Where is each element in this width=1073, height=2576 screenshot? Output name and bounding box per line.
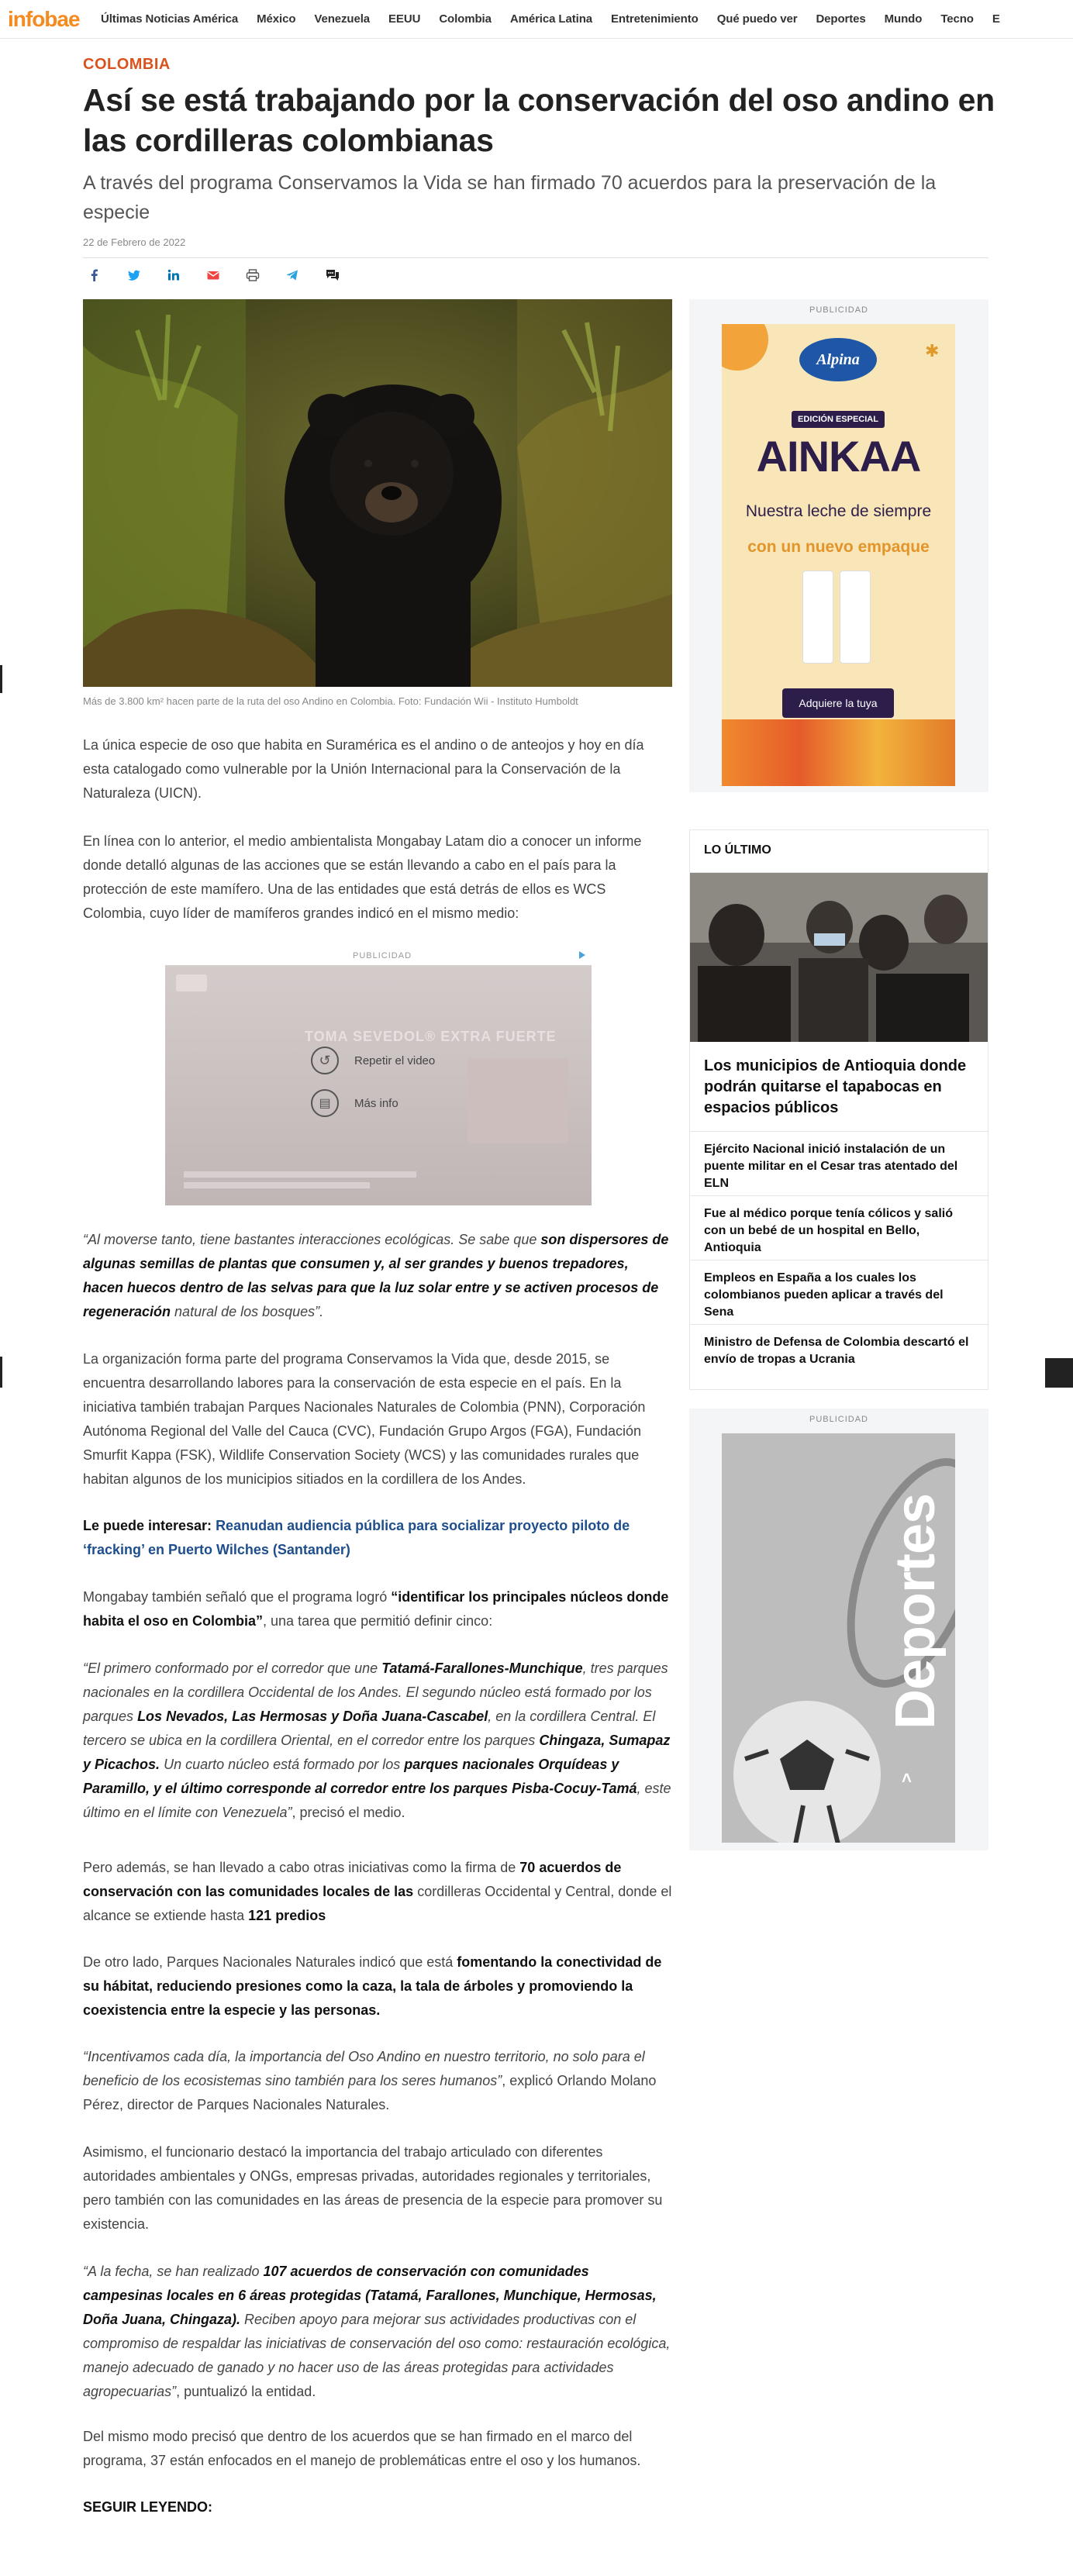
latest-news-item[interactable]: Fue al médico porque tenía cólicos y salió con un bebé de un hospital en Bello, Antioquia xyxy=(690,1196,988,1260)
sports-ad-text-wrap xyxy=(885,1472,947,1751)
nav-menu xyxy=(101,12,1019,26)
milk-carton-image xyxy=(802,571,833,664)
quote-emphasis: 107 acuerdos de conservación con comunidades campesinas locales en 6 áreas protegidas (Tatamá, Farallones, Munchique, Hermosas, Doña Juana, Chingaza). xyxy=(83,2264,657,2327)
scroll-marker xyxy=(0,665,2,693)
buy-now-button[interactable]: Adquiere la tuya xyxy=(782,688,894,718)
quote-text: “El primero conformado por el corredor que une xyxy=(83,1660,382,1676)
text: Mongabay también señaló que el programa logró xyxy=(83,1589,392,1605)
paragraph xyxy=(83,2045,672,2117)
related-label: Le puede interesar: xyxy=(83,1518,216,1533)
twitter-icon[interactable] xyxy=(127,268,141,282)
latest-news-widget xyxy=(689,829,988,1390)
latest-news-image[interactable] xyxy=(690,873,988,1042)
emphasis: fomentando la conectividad de su hábitat, reduciendo presiones como la caza, la tala de árboles y promoviendo la coexistencia entre la especie y las personas. xyxy=(83,1954,662,2018)
quote-text: , en la cordillera Central. El tercero se ubica en la cordillera Oriental, en el corredor entre los parques xyxy=(83,1709,656,1748)
sun-shape xyxy=(722,324,768,371)
ad-product-image xyxy=(467,1058,568,1143)
nav-item-deportes[interactable]: Deportes xyxy=(816,12,866,26)
paragraph: Del mismo modo precisó que dentro de los acuerdos que se han firmado en el marco del programa, 37 están enfocados en el manejo de problemáticas entre el oso y los humanos. xyxy=(83,2429,641,2468)
quote-text: Reciben apoyo para mejorar sus actividades productivas con el compromiso de respaldar las iniciativas de conservación del oso como: restauración ecológica, manejo adecuado de ganado y no hacer uso de las áreas protegidas para actividades agropecuarias” xyxy=(83,2312,671,2399)
alpina-ad[interactable] xyxy=(722,324,955,786)
ad-fine-print xyxy=(184,1171,416,1178)
nav-item-ultimas-noticias[interactable]: Últimas Noticias América xyxy=(101,12,239,26)
nav-item-tecno[interactable]: Tecno xyxy=(940,12,974,26)
replay-label: Repetir el video xyxy=(354,1054,436,1067)
ad-tagline: Nuestra leche de siempre xyxy=(745,502,932,520)
adchoices-icon[interactable] xyxy=(578,950,587,959)
quote-paragraph xyxy=(83,2260,672,2404)
quote-text: Un cuarto núcleo está formado por los xyxy=(160,1757,405,1772)
nav-item-more[interactable]: E xyxy=(992,12,1000,26)
paragraph xyxy=(83,1585,672,1633)
latest-news-item[interactable]: Ministro de Defensa de Colombia descartó el envío de tropas a Ucrania xyxy=(704,1336,969,1366)
latest-news-headline[interactable]: Los municipios de Antioquia donde podrán quitarse el tapabocas en espacios públicos xyxy=(690,1042,988,1132)
more-info-button[interactable] xyxy=(311,1089,398,1117)
ad-label: PUBLICIDAD xyxy=(353,951,412,960)
chevron-up-icon: ˄ xyxy=(902,1768,912,1788)
product-name: AINKAA xyxy=(756,432,921,481)
scroll-marker xyxy=(0,1357,2,1388)
ad-tagline-accent: con un nuevo empaque xyxy=(747,538,930,556)
latest-news-item[interactable]: Ejército Nacional inició instalación de un puente militar en el Cesar tras atentado del ELN xyxy=(690,1132,988,1196)
article-title: Así se está trabajando por la conservación del oso andino en las cordilleras colombianas xyxy=(83,82,995,158)
widget-title: LO ÚLTIMO xyxy=(690,830,988,873)
sports-ad-text: Deportes xyxy=(885,1493,947,1730)
video-ad[interactable] xyxy=(165,965,592,1205)
nav-item-colombia[interactable]: Colombia xyxy=(439,12,492,26)
quote-text: “A la fecha, se han realizado xyxy=(83,2264,264,2279)
paragraph xyxy=(83,1856,672,1928)
print-icon[interactable] xyxy=(246,268,260,282)
quote-emphasis: Chingaza, Sumapaz y Picachos. xyxy=(83,1733,671,1772)
image-caption: Más de 3.800 km² hacen parte de la ruta del oso Andino en Colombia. Foto: Fundación Wii - Instituto Humboldt xyxy=(83,695,578,707)
share-bar xyxy=(88,268,339,282)
linkedin-icon[interactable] xyxy=(167,268,181,282)
quote-paragraph xyxy=(83,1657,672,1825)
nav-item-que-puedo-ver[interactable]: Qué puedo ver xyxy=(716,12,798,26)
emphasis: 121 predios xyxy=(248,1908,326,1923)
read-more-heading: SEGUIR LEYENDO: xyxy=(83,2499,213,2515)
text: , una tarea que permitió definir cinco: xyxy=(263,1613,493,1629)
nav-item-eeuu[interactable]: EEUU xyxy=(388,12,421,26)
text: De otro lado, Parques Nacionales Naturales indicó que está xyxy=(83,1954,457,1970)
comments-icon[interactable] xyxy=(325,268,339,282)
ad-decorative-pattern xyxy=(722,719,955,786)
ad-fine-print xyxy=(184,1182,370,1188)
email-icon[interactable] xyxy=(206,268,220,282)
paragraph: Asimismo, el funcionario destacó la importancia del trabajo articulado con diferentes autoridades ambientales y ONGs, empresas privadas, autoridades regionales y territoriales, pero también con las comunidades en las áreas de presencia de la especie para promover su existencia. xyxy=(83,2144,663,2232)
article-header xyxy=(83,39,995,248)
text: , puntualizó la entidad. xyxy=(176,2384,316,2399)
replay-video-button[interactable] xyxy=(311,1047,435,1074)
paragraph xyxy=(83,1950,672,2023)
quote-emphasis: Los Nevados, Las Hermosas y Doña Juana-Cascabel xyxy=(137,1709,488,1724)
paragraph: La única especie de oso que habita en Suramérica es el andino o de anteojos y hoy en día esta catalogado como vulnerable por la Unión Internacional para la Conservación de la Naturaleza (UICN). xyxy=(83,737,644,801)
telegram-icon[interactable] xyxy=(285,268,299,282)
hero-image[interactable] xyxy=(83,299,672,687)
sidebar-ad xyxy=(689,299,988,792)
emphasis: 70 acuerdos de conservación con las comunidades locales de las xyxy=(83,1860,622,1899)
star-icon: ✱ xyxy=(925,341,940,360)
ad-label: PUBLICIDAD xyxy=(809,305,869,315)
replay-icon: ↺ xyxy=(311,1047,339,1074)
text: , explicó Orlando Molano Pérez, director de Parques Nacionales Naturales. xyxy=(83,2073,657,2112)
sidebar-ad xyxy=(689,1409,988,1850)
ad-brand-logo xyxy=(176,974,207,991)
text: , precisó el medio. xyxy=(292,1805,405,1820)
quote-emphasis: Tatamá-Farallones-Munchique xyxy=(381,1660,583,1676)
nav-item-mexico[interactable]: México xyxy=(257,12,296,26)
quote-text: “Al moverse tanto, tiene bastantes interacciones ecológicas. Se sabe que xyxy=(83,1232,541,1247)
quote-text: natural de los bosques”. xyxy=(171,1304,324,1319)
paragraph: En línea con lo anterior, el medio ambientalista Mongabay Latam dio a conocer un informe donde detalló algunas de las acciones que se están llevando a cabo en el país para la protección de este mamífero. Una de las entidades que está detrás de ellos es WCS Colombia, cuyo líder de mamíferos grandes indicó en el mismo medio: xyxy=(83,833,642,921)
latest-news-item[interactable]: Empleos en España a los cuales los colombianos pueden aplicar a través del Sena xyxy=(690,1260,988,1325)
section-kicker[interactable]: COLOMBIA xyxy=(83,56,171,73)
text: Pero además, se han llevado a cabo otras iniciativas como la firma de xyxy=(83,1860,520,1875)
related-link-paragraph xyxy=(83,1514,672,1562)
nav-item-entretenimiento[interactable]: Entretenimiento xyxy=(611,12,699,26)
facebook-icon[interactable] xyxy=(88,268,102,282)
article-subtitle: A través del programa Conservamos la Vida se han firmado 70 acuerdos para la preservación de la especie xyxy=(83,172,937,223)
floating-widget-tab[interactable] xyxy=(1045,1358,1073,1388)
quote-text: , tres parques nacionales en la cordillera Occidental de los Andes. El segundo núcleo está formado por los parques xyxy=(83,1660,668,1724)
ad-banner-text: TOMA SEVEDOL® EXTRA FUERTE xyxy=(305,1029,557,1044)
divider xyxy=(83,257,988,258)
quote-text: “Incentivamos cada día, la importancia del Oso Andino en nuestro territorio, no solo para el beneficio de los ecosistemas sino también para los seres humanos” xyxy=(83,2049,645,2088)
more-info-label: Más info xyxy=(354,1096,398,1110)
nav-item-mundo[interactable]: Mundo xyxy=(884,12,923,26)
text: cordilleras Occidental y Central, donde el alcance se extiende hasta xyxy=(83,1884,672,1923)
paragraph: La organización forma parte del programa Conservamos la Vida que, desde 2015, se encuentra desarrollando labores para la conservación de esta especie en el país. En la iniciativa también trabajan Parques Nacionales Naturales de Colombia (PNN), Corporación Autónoma Regional del Valle del Cauca (CVC), Fundación Grupo Argos (FGA), Fundación Smurfit Kappa (FSK), Wildlife Conservation Society (WCS) y las comunidades rurales que habitan algunos de los municipios sitiados en la cordillera de los Andes. xyxy=(83,1351,646,1487)
edition-badge: EDICIÓN ESPECIAL xyxy=(792,411,885,428)
quote-text: , este último en el límite con Venezuela” xyxy=(83,1781,671,1820)
quote-emphasis: parques nacionales Orquídeas y Paramillo, y el último corresponde al corredor entre los parques Pisba-Cocuy-Tamá xyxy=(83,1757,637,1796)
ad-label: PUBLICIDAD xyxy=(809,1415,869,1424)
alpina-logo: Alpina xyxy=(799,338,877,381)
top-navigation xyxy=(0,0,1073,39)
sports-ad[interactable] xyxy=(722,1433,955,1843)
milk-carton-image xyxy=(840,571,871,664)
nav-item-venezuela[interactable]: Venezuela xyxy=(314,12,371,26)
related-article-link[interactable]: Reanudan audiencia pública para socializar proyecto piloto de ‘fracking’ en Puerto Wilches (Santander) xyxy=(83,1518,630,1557)
publish-date: 22 de Febrero de 2022 xyxy=(83,236,186,248)
quote-emphasis: son dispersores de algunas semillas de plantas que consumen y, al ser grandes y buenos trepadores, hacen huecos dentro de las selvas para que la luz solar entre y se activen procesos de regeneración xyxy=(83,1232,669,1319)
info-icon: ▤ xyxy=(311,1089,339,1117)
quote-paragraph xyxy=(83,1228,672,1324)
infobae-logo[interactable]: infobae xyxy=(8,6,80,31)
nav-item-america-latina[interactable]: América Latina xyxy=(509,12,593,26)
emphasis: “identificar los principales núcleos donde habita el oso en Colombia” xyxy=(83,1589,669,1629)
